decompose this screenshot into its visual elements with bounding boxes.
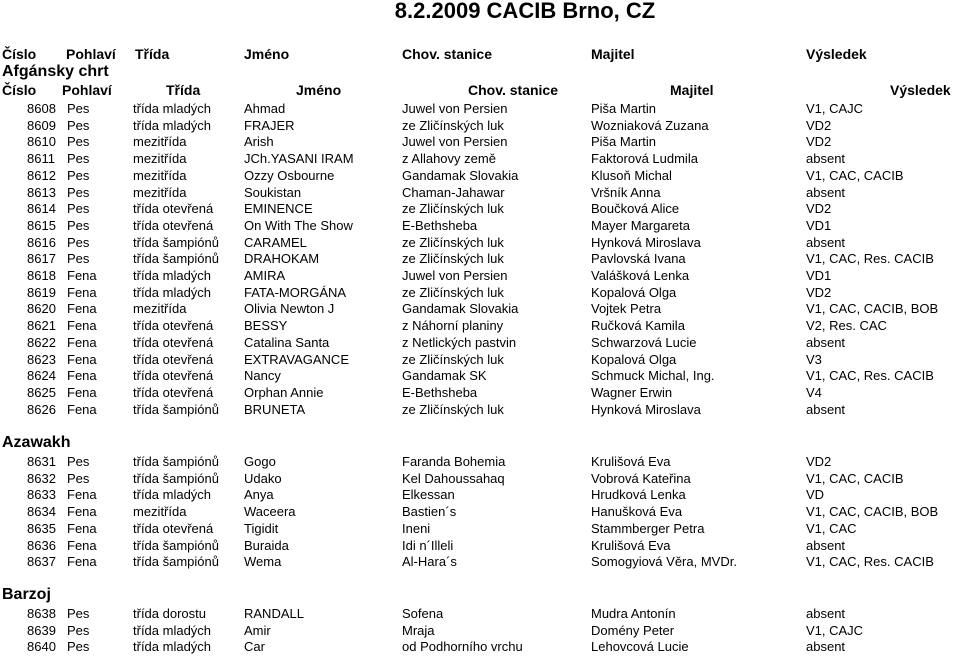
row-kennel: Mraja	[402, 622, 435, 638]
row-no: 8621	[27, 318, 56, 334]
table-row	[0, 470, 960, 487]
row-owner: Hynková Miroslava	[591, 234, 701, 250]
row-kennel: Sofena	[402, 606, 444, 621]
row-class: třída otevřená	[133, 368, 214, 384]
row-result: absent	[806, 334, 846, 350]
row-class: třída šampiónů	[133, 470, 219, 486]
header-sex: Pohlaví	[66, 46, 116, 62]
row-owner: Vojtek Petra	[591, 301, 662, 317]
row-kennel: Bastien´s	[402, 504, 457, 520]
row-name: RANDALL	[244, 606, 304, 621]
row-class: třída otevřená	[133, 351, 214, 367]
table-row	[0, 100, 960, 117]
row-owner: Schwarzová Lucie	[591, 334, 697, 350]
table-row	[0, 234, 960, 251]
table-row	[0, 351, 960, 368]
row-kennel: Ineni	[402, 520, 431, 536]
table-row	[0, 300, 960, 317]
row-kennel: E-Bethsheba	[402, 217, 478, 233]
subheader-name: Jméno	[296, 82, 342, 98]
row-kennel: z Náhorní planiny	[402, 318, 504, 334]
row-owner: Krulišová Eva	[591, 537, 671, 553]
row-owner: Hynková Miroslava	[591, 401, 701, 417]
row-name: Amir	[244, 622, 271, 638]
header-owner: Majitel	[591, 46, 635, 62]
row-kennel: ze Zličínských luk	[402, 201, 504, 217]
row-owner: Klusoň Michal	[591, 167, 672, 183]
row-class: třída šampiónů	[133, 401, 219, 417]
row-class: třída otevřená	[133, 384, 214, 400]
row-kennel: Juwel von Persien	[402, 101, 508, 116]
row-result: absent	[806, 151, 846, 167]
row-no: 8613	[27, 184, 56, 200]
table-row	[0, 520, 960, 537]
table-row	[0, 184, 960, 201]
table-row	[0, 503, 960, 520]
row-name: Ahmad	[244, 101, 286, 116]
subheader-result: Výsledek	[890, 82, 951, 98]
subheader-kennel: Chov. stanice	[468, 82, 558, 98]
row-class: třída mladých	[133, 101, 212, 116]
row-name: AMIRA	[244, 268, 286, 283]
row-result: V1, CAC, Res. CACIB	[806, 368, 934, 384]
table-row	[0, 200, 960, 217]
row-kennel: z Allahovy země	[402, 151, 496, 167]
row-no: 8609	[27, 117, 56, 133]
row-sex: Fena	[67, 520, 97, 536]
row-owner: Vršník Anna	[591, 184, 661, 200]
header-result: Výsledek	[806, 46, 867, 62]
row-result: V1, CAC, CACIB	[806, 470, 904, 486]
row-owner: Piša Martin	[591, 134, 657, 150]
row-name: Buraida	[244, 537, 289, 553]
breed-heading: Azawakh	[2, 434, 71, 451]
table-row	[0, 638, 960, 655]
row-name: FRAJER	[244, 117, 295, 133]
row-class: třída otevřená	[133, 334, 214, 350]
row-result: absent	[806, 184, 846, 200]
table-row	[0, 384, 960, 401]
table-row	[0, 486, 960, 503]
table-row	[0, 150, 960, 167]
row-owner: Piša Martin	[591, 101, 657, 116]
row-sex: Pes	[67, 454, 90, 469]
table-subheader	[0, 81, 960, 99]
row-class: mezitřída	[133, 504, 187, 520]
row-sex: Fena	[67, 268, 97, 283]
row-class: třída otevřená	[133, 201, 214, 217]
row-name: JCh.YASANI IRAM	[244, 151, 354, 167]
row-sex: Pes	[67, 622, 90, 638]
row-class: mezitřída	[133, 151, 187, 167]
row-result: V1, CAC, CACIB, BOB	[806, 504, 939, 520]
row-owner: Stammberger Petra	[591, 520, 705, 536]
subheader-owner: Majitel	[670, 82, 714, 98]
row-class: třída dorostu	[133, 606, 206, 621]
row-sex: Fena	[67, 384, 97, 400]
row-class: třída otevřená	[133, 318, 214, 334]
row-name: Anya	[244, 487, 274, 503]
row-name: Tigidit	[244, 520, 279, 536]
row-no: 8620	[27, 301, 56, 317]
row-kennel: Kel Dahoussahaq	[402, 470, 505, 486]
row-kennel: z Netlických pastvin	[402, 334, 517, 350]
row-sex: Pes	[67, 251, 90, 267]
table-row	[0, 284, 960, 301]
row-result: V1, CAC, CACIB	[806, 167, 904, 183]
row-name: Nancy	[244, 368, 281, 384]
row-no: 8640	[27, 639, 56, 655]
row-no: 8610	[27, 134, 56, 150]
row-no: 8631	[27, 454, 56, 469]
row-owner: Boučková Alice	[591, 201, 680, 217]
row-class: třída šampiónů	[133, 554, 219, 570]
row-owner: Kopalová Olga	[591, 284, 677, 300]
row-sex: Pes	[67, 606, 90, 621]
row-sex: Fena	[67, 334, 97, 350]
row-owner: Valášková Lenka	[591, 268, 690, 283]
row-class: třída mladých	[133, 487, 212, 503]
row-sex: Pes	[67, 639, 90, 655]
row-no: 8622	[27, 334, 56, 350]
row-no: 8635	[27, 520, 56, 536]
table-row	[0, 453, 960, 470]
row-class: třída mladých	[133, 284, 212, 300]
row-owner: Pavlovská Ivana	[591, 251, 686, 267]
row-kennel: Elkessan	[402, 487, 455, 503]
row-sex: Pes	[67, 470, 90, 486]
row-name: FATA-MORGÁNA	[244, 284, 347, 300]
row-result: absent	[806, 537, 846, 553]
row-result: absent	[806, 606, 846, 621]
row-owner: Schmuck Michal, Ing.	[591, 368, 715, 384]
row-sex: Fena	[67, 301, 97, 317]
row-no: 8615	[27, 217, 56, 233]
row-sex: Pes	[67, 201, 90, 217]
row-sex: Fena	[67, 401, 97, 417]
row-result: V1, CAC	[806, 520, 857, 536]
table-row	[0, 117, 960, 134]
row-no: 8639	[27, 622, 56, 638]
row-name: Gogo	[244, 454, 276, 469]
row-class: třída šampiónů	[133, 234, 219, 250]
row-kennel: Idi n´Illeli	[402, 537, 454, 553]
row-result: V1, CAJC	[806, 101, 864, 116]
row-result: absent	[806, 234, 846, 250]
row-result: VD1	[806, 217, 832, 233]
row-kennel: Gandamak SK	[402, 368, 487, 384]
table-row	[0, 217, 960, 234]
row-result: V2, Res. CAC	[806, 318, 887, 334]
row-name: Wema	[244, 554, 282, 570]
table-row	[0, 250, 960, 267]
row-name: Orphan Annie	[244, 384, 324, 400]
row-no: 8625	[27, 384, 56, 400]
row-result: VD2	[806, 454, 832, 469]
row-class: mezitřída	[133, 134, 187, 150]
table-row	[0, 553, 960, 570]
row-name: BESSY	[244, 318, 288, 334]
row-class: třída šampiónů	[133, 251, 219, 267]
subheader-class: Třída	[166, 82, 201, 98]
row-class: třída mladých	[133, 268, 212, 283]
header-no: Číslo	[2, 46, 37, 62]
row-class: třída šampiónů	[133, 454, 219, 469]
row-class: třída šampiónů	[133, 537, 219, 553]
breed-heading: Afgánsky chrt	[2, 63, 109, 80]
row-owner: Hrudková Lenka	[591, 487, 686, 503]
row-no: 8632	[27, 470, 56, 486]
row-kennel: ze Zličínských luk	[402, 117, 504, 133]
row-no: 8616	[27, 234, 56, 250]
row-sex: Pes	[67, 234, 90, 250]
row-owner: Domény Peter	[591, 622, 675, 638]
row-result: VD2	[806, 284, 832, 300]
row-owner: Mayer Margareta	[591, 217, 690, 233]
row-name: Car	[244, 639, 265, 655]
row-result: VD2	[806, 201, 832, 217]
row-no: 8638	[27, 606, 56, 621]
row-sex: Fena	[67, 487, 97, 503]
row-no: 8624	[27, 368, 56, 384]
row-result: V4	[806, 384, 822, 400]
row-result: VD2	[806, 117, 832, 133]
row-sex: Fena	[67, 504, 97, 520]
row-no: 8617	[27, 251, 56, 267]
row-class: třída mladých	[133, 639, 212, 655]
row-kennel: ze Zličínských luk	[402, 251, 504, 267]
row-owner: Vobrová Kateřina	[591, 470, 691, 486]
row-no: 8623	[27, 351, 56, 367]
row-kennel: Gandamak Slovakia	[402, 167, 519, 183]
table-row	[0, 317, 960, 334]
row-owner: Ručková Kamila	[591, 318, 685, 334]
row-result: VD	[806, 487, 825, 503]
row-class: třída mladých	[133, 622, 212, 638]
row-class: třída mladých	[133, 117, 212, 133]
row-name: Ozzy Osbourne	[244, 167, 335, 183]
row-kennel: ze Zličínských luk	[402, 284, 504, 300]
row-owner: Krulišová Eva	[591, 454, 671, 469]
row-kennel: od Podhorního vrchu	[402, 639, 523, 655]
row-result: V1, CAC, Res. CACIB	[806, 554, 934, 570]
row-name: Udako	[244, 470, 282, 486]
row-sex: Fena	[67, 537, 97, 553]
row-no: 8612	[27, 167, 56, 183]
row-kennel: ze Zličínských luk	[402, 351, 504, 367]
row-result: VD1	[806, 268, 832, 283]
row-kennel: Chaman-Jahawar	[402, 184, 505, 200]
row-kennel: Al-Hara´s	[402, 554, 457, 570]
row-no: 8614	[27, 201, 56, 217]
row-no: 8626	[27, 401, 56, 417]
row-sex: Pes	[67, 134, 90, 150]
table-row	[0, 605, 960, 622]
row-no: 8637	[27, 554, 56, 570]
row-result: absent	[806, 639, 846, 655]
row-name: Olivia Newton J	[244, 301, 335, 317]
row-name: Arish	[244, 134, 274, 150]
row-result: V3	[806, 351, 822, 367]
row-name: Catalina Santa	[244, 334, 330, 350]
row-sex: Pes	[67, 117, 90, 133]
row-class: mezitřída	[133, 167, 187, 183]
row-owner: Hanušková Eva	[591, 504, 683, 520]
row-owner: Wozniaková Zuzana	[591, 117, 709, 133]
row-result: VD2	[806, 134, 832, 150]
row-sex: Fena	[67, 284, 97, 300]
table-row	[0, 622, 960, 639]
row-sex: Pes	[67, 101, 90, 116]
row-no: 8619	[27, 284, 56, 300]
table-row	[0, 267, 960, 284]
row-no: 8636	[27, 537, 56, 553]
row-class: třída otevřená	[133, 217, 214, 233]
subheader-no: Číslo	[2, 82, 37, 98]
row-name: On With The Show	[244, 217, 353, 233]
row-no: 8608	[27, 101, 56, 116]
table-row	[0, 401, 960, 418]
row-no: 8633	[27, 487, 56, 503]
row-sex: Pes	[67, 217, 90, 233]
table-row	[0, 167, 960, 184]
page-title: 8.2.2009 CACIB Brno, CZ	[394, 0, 656, 23]
row-sex: Fena	[67, 351, 97, 367]
row-name: CARAMEL	[244, 234, 307, 250]
row-name: EMINENCE	[244, 201, 313, 217]
row-name: Waceera	[244, 504, 296, 520]
row-sex: Fena	[67, 318, 97, 334]
table-row	[0, 334, 960, 351]
row-owner: Kopalová Olga	[591, 351, 677, 367]
header-kennel: Chov. stanice	[402, 46, 492, 62]
row-name: DRAHOKAM	[244, 251, 320, 267]
row-no: 8611	[27, 151, 55, 167]
row-result: V1, CAC, CACIB, BOB	[806, 301, 939, 317]
row-class: třída otevřená	[133, 520, 214, 536]
header-name: Jméno	[244, 46, 290, 62]
row-name: EXTRAVAGANCE	[244, 351, 349, 367]
row-name: Soukistan	[244, 184, 302, 200]
table-row	[0, 367, 960, 384]
row-kennel: Faranda Bohemia	[402, 454, 506, 469]
row-owner: Wagner Erwin	[591, 384, 673, 400]
row-sex: Pes	[67, 184, 90, 200]
row-result: absent	[806, 401, 846, 417]
table-header	[0, 45, 960, 63]
table-row	[0, 133, 960, 150]
row-no: 8618	[27, 268, 56, 283]
row-kennel: Gandamak Slovakia	[402, 301, 519, 317]
breed-heading: Barzoj	[2, 586, 51, 603]
header-class: Třída	[135, 46, 170, 62]
row-sex: Fena	[67, 554, 97, 570]
row-sex: Fena	[67, 368, 97, 384]
row-owner: Somogyiová Věra, MVDr.	[591, 554, 737, 570]
row-sex: Pes	[67, 167, 90, 183]
table-row	[0, 537, 960, 554]
row-class: mezitřída	[133, 301, 187, 317]
row-kennel: ze Zličínských luk	[402, 401, 504, 417]
row-kennel: Juwel von Persien	[402, 268, 508, 283]
row-owner: Lehovcová Lucie	[591, 639, 689, 655]
row-kennel: Juwel von Persien	[402, 134, 508, 150]
row-owner: Mudra Antonín	[591, 606, 676, 621]
row-sex: Pes	[67, 151, 90, 167]
row-result: V1, CAC, Res. CACIB	[806, 251, 934, 267]
row-no: 8634	[27, 504, 56, 520]
row-name: BRUNETA	[244, 401, 306, 417]
row-owner: Faktorová Ludmila	[591, 151, 698, 167]
row-class: mezitřída	[133, 184, 187, 200]
subheader-sex: Pohlaví	[62, 82, 112, 98]
row-kennel: E-Bethsheba	[402, 384, 478, 400]
row-kennel: ze Zličínských luk	[402, 234, 504, 250]
row-result: V1, CAJC	[806, 622, 864, 638]
